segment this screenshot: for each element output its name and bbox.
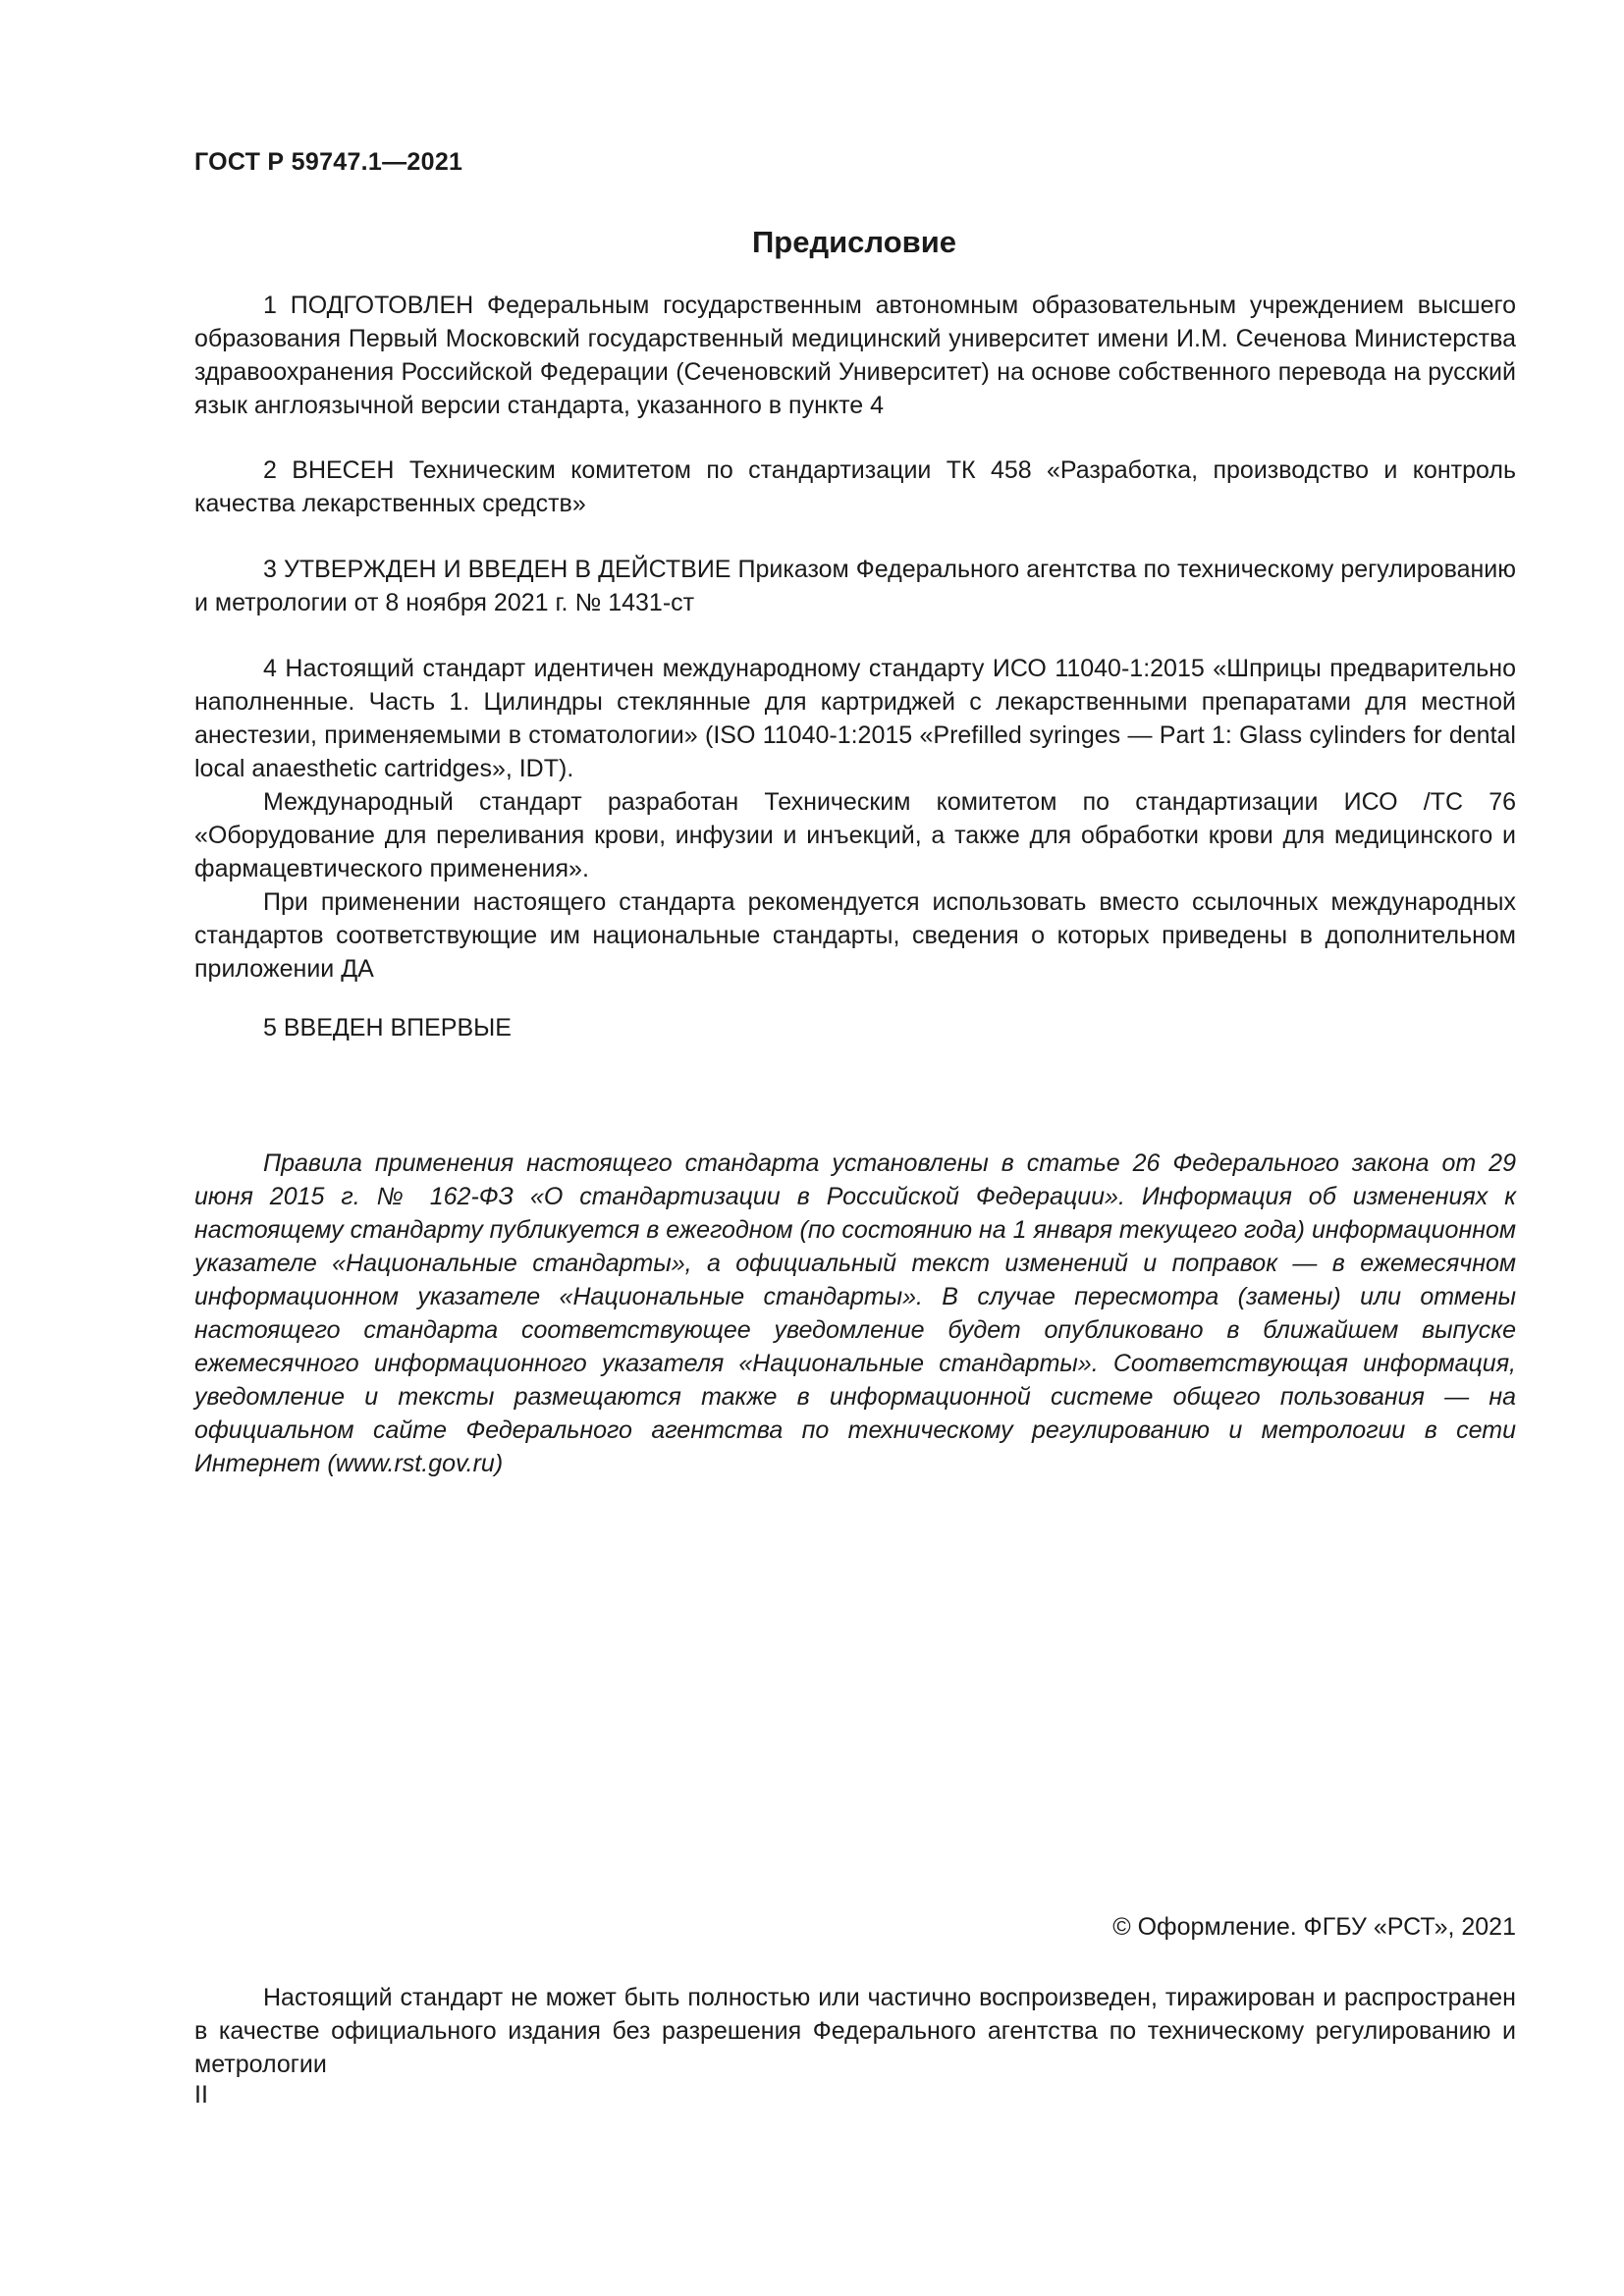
page-number: II xyxy=(194,2081,208,2109)
copyright-line: © Оформление. ФГБУ «РСТ», 2021 xyxy=(1112,1913,1516,1941)
section-1 xyxy=(194,289,1516,422)
section-5-text: 5 ВВЕДЕН ВПЕРВЫЕ xyxy=(263,1014,512,1041)
page-title: Предисловие xyxy=(751,225,956,259)
section-4-paragraph-1: 4 Настоящий стандарт идентичен международному стандарту ИСО 11040-1:2015 «Шприцы предварительно наполненные. Часть 1. Цилиндры стеклянные для картриджей с лекарственными препаратами для местной анестезии, применяемыми в стоматологии» (ISO 11040-1:2015 «Prefilled syringes — Part 1: Glass cylinders for dental local anaesthetic cartridges», IDT). xyxy=(194,655,1516,782)
section-2-text: 2 ВНЕСЕН Техническим комитетом по стандартизации ТК 458 «Разработка, производство и контроль качества лекарственных средств» xyxy=(194,456,1516,517)
section-4-paragraph-2: Международный стандарт разработан Техническим комитетом по стандартизации ИСО /TC 76 «Оборудование для переливания крови, инфузии и инъекций, а также для обработки крови для медицинского и фармацевтического применения». xyxy=(194,788,1516,882)
document-code: ГОСТ Р 59747.1—2021 xyxy=(194,148,463,176)
section-5 xyxy=(194,1011,1516,1044)
section-1-text: 1 ПОДГОТОВЛЕН Федеральным государственным автономным образовательным учреждением высшего образования Первый Московский государственный медицинский университет имени И.М. Сеченова Министерства здравоохранения Российской Федерации (Сеченовский Университет) на основе собственного перевода на русский язык англоязычной версии стандарта, указанного в пункте 4 xyxy=(194,292,1516,419)
section-3 xyxy=(194,553,1516,619)
reproduction-text: Настоящий стандарт не может быть полностью или частично воспроизведен, тиражирован и распространен в качестве официального издания без разрешения Федерального агентства по техническому регулированию и метрологии xyxy=(194,1984,1516,2078)
section-4 xyxy=(194,652,1516,986)
notice-text: Правила применения настоящего стандарта установлены в статье 26 Федерального закона от 29 июня 2015 г. № 162-ФЗ «О стандартизации в Российской Федерации». Информация об изменениях к настоящему стандарту публикуется в ежегодном (по состоянию на 1 января текущего года) информационном указателе «Национальные стандарты», а официальный текст изменений и поправок — в ежемесячном информационном указателе «Национальные стандарты». В случае пересмотра (замены) или отмены настоящего стандарта соответствующее уведомление будет опубликовано в ближайшем выпуске ежемесячного информационного указателя «Национальные стандарты». Соответствующая информация, уведомление и тексты размещаются также в информационной системе общего пользования — на официальном сайте Федерального агентства по техническому регулированию и метрологии в сети Интернет (www.rst.gov.ru) xyxy=(194,1149,1517,1477)
section-3-text: 3 УТВЕРЖДЕН И ВВЕДЕН В ДЕЙСТВИЕ Приказом Федерального агентства по техническому регулированию и метрологии от 8 ноября 2021 г. № 1431-ст xyxy=(194,556,1516,616)
section-4-paragraph-3: При применении настоящего стандарта рекомендуется использовать вместо ссылочных международных стандартов соответствующие им национальные стандарты, сведения о которых приведены в дополнительном приложении ДА xyxy=(194,888,1516,983)
section-2 xyxy=(194,454,1516,520)
application-rules-notice xyxy=(194,1147,1516,1480)
reproduction-notice xyxy=(194,1981,1516,2081)
